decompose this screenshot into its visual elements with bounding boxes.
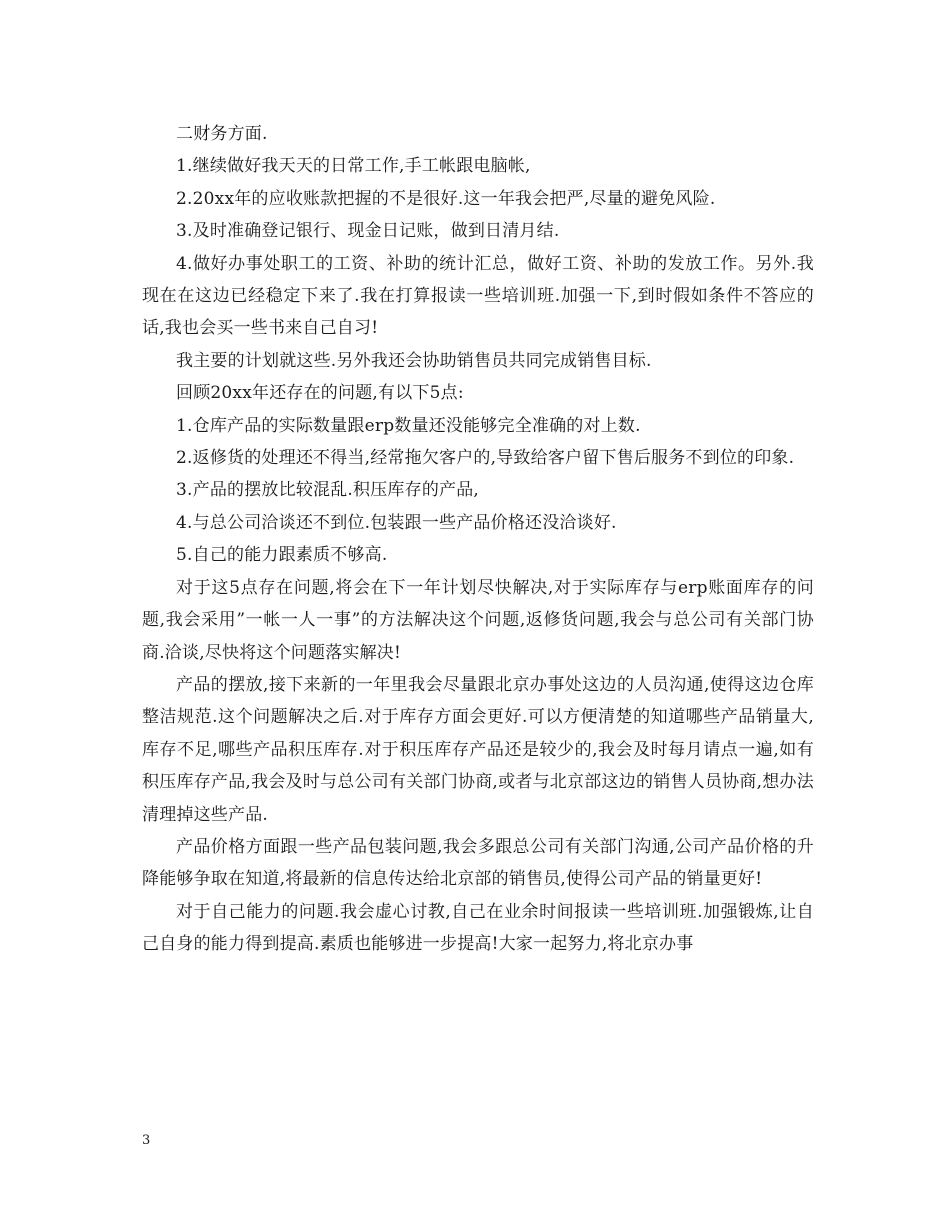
paragraph-problems-intro: 回顾20xx年还存在的问题,有以下5点:	[176, 383, 464, 404]
paragraph-finance-item-2: 2.20xx年的应收账款把握的不是很好.这一年我会把严,尽量的避免风险.	[176, 188, 716, 209]
paragraph-problem-3: 3.产品的摆放比较混乱.积压库存的产品,	[176, 480, 480, 501]
paragraph-solution-pricing: 产品价格方面跟一些产品包装问题,我会多跟总公司有关部门沟通,公司产品价格的升降能够争取在知道,将最新的信息传达给北京部的销售员,使得公司产品的销量更好!	[142, 836, 814, 890]
paragraph-problem-1: 1.仓库产品的实际数量跟erp数量还没能够完全准确的对上数.	[176, 415, 641, 436]
paragraph-problem-5: 5.自己的能力跟素质不够高.	[176, 545, 388, 566]
paragraph-solution-overview: 对于这5点存在问题,将会在下一年计划尽快解决,对于实际库存与erp账面库存的问题,我会采用”一帐一人一事”的方法解决这个问题,返修货问题,我会与总公司有关部门协商.洽谈,尽快将这个问题落实解决!	[142, 577, 814, 663]
paragraph-problem-2: 2.返修货的处理还不得当,经常拖欠客户的,导致给客户留下售后服务不到位的印象.	[176, 448, 795, 469]
paragraph-finance-item-3: 3.及时准确登记银行、现金日记账，做到日清月结.	[176, 221, 560, 242]
paragraph-plan-summary: 我主要的计划就这些.另外我还会协助销售员共同完成销售目标.	[176, 350, 652, 371]
document-body	[142, 118, 814, 961]
paragraph-solution-ability: 对于自己能力的问题.我会虚心讨教,自己在业余时间报读一些培训班.加强锻炼,让自己自身的能力得到提高.素质也能够进一步提高!大家一起努力,将北京办事	[142, 901, 814, 955]
paragraph-finance-item-4: 4.做好办事处职工的工资、补助的统计汇总，做好工资、补助的发放工作。另外.我现在在这边已经稳定下来了.我在打算报读一些培训班.加强一下,到时假如条件不答应的话,我也会买一些书来自己自习!	[142, 253, 814, 339]
page-number: 3	[142, 1133, 151, 1148]
paragraph-problem-4: 4.与总公司洽谈还不到位.包装跟一些产品价格还没洽谈好.	[176, 512, 617, 533]
paragraph-solution-storage: 产品的摆放,接下来新的一年里我会尽量跟北京办事处这边的人员沟通,使得这边仓库整洁规范.这个问题解决之后.对于库存方面会更好.可以方便清楚的知道哪些产品销量大,库存不足,哪些产品积压库存.对于积压库存产品还是较少的,我会及时每月请点一遍,如有积压库存产品,我会及时与总公司有关部门协商,或者与北京部这边的销售人员协商,想办法清理掉这些产品.	[142, 674, 814, 825]
paragraph-finance-heading: 二财务方面.	[176, 124, 268, 144]
paragraph-finance-item-1: 1.继续做好我天天的日常工作,手工帐跟电脑帐,	[176, 156, 531, 177]
